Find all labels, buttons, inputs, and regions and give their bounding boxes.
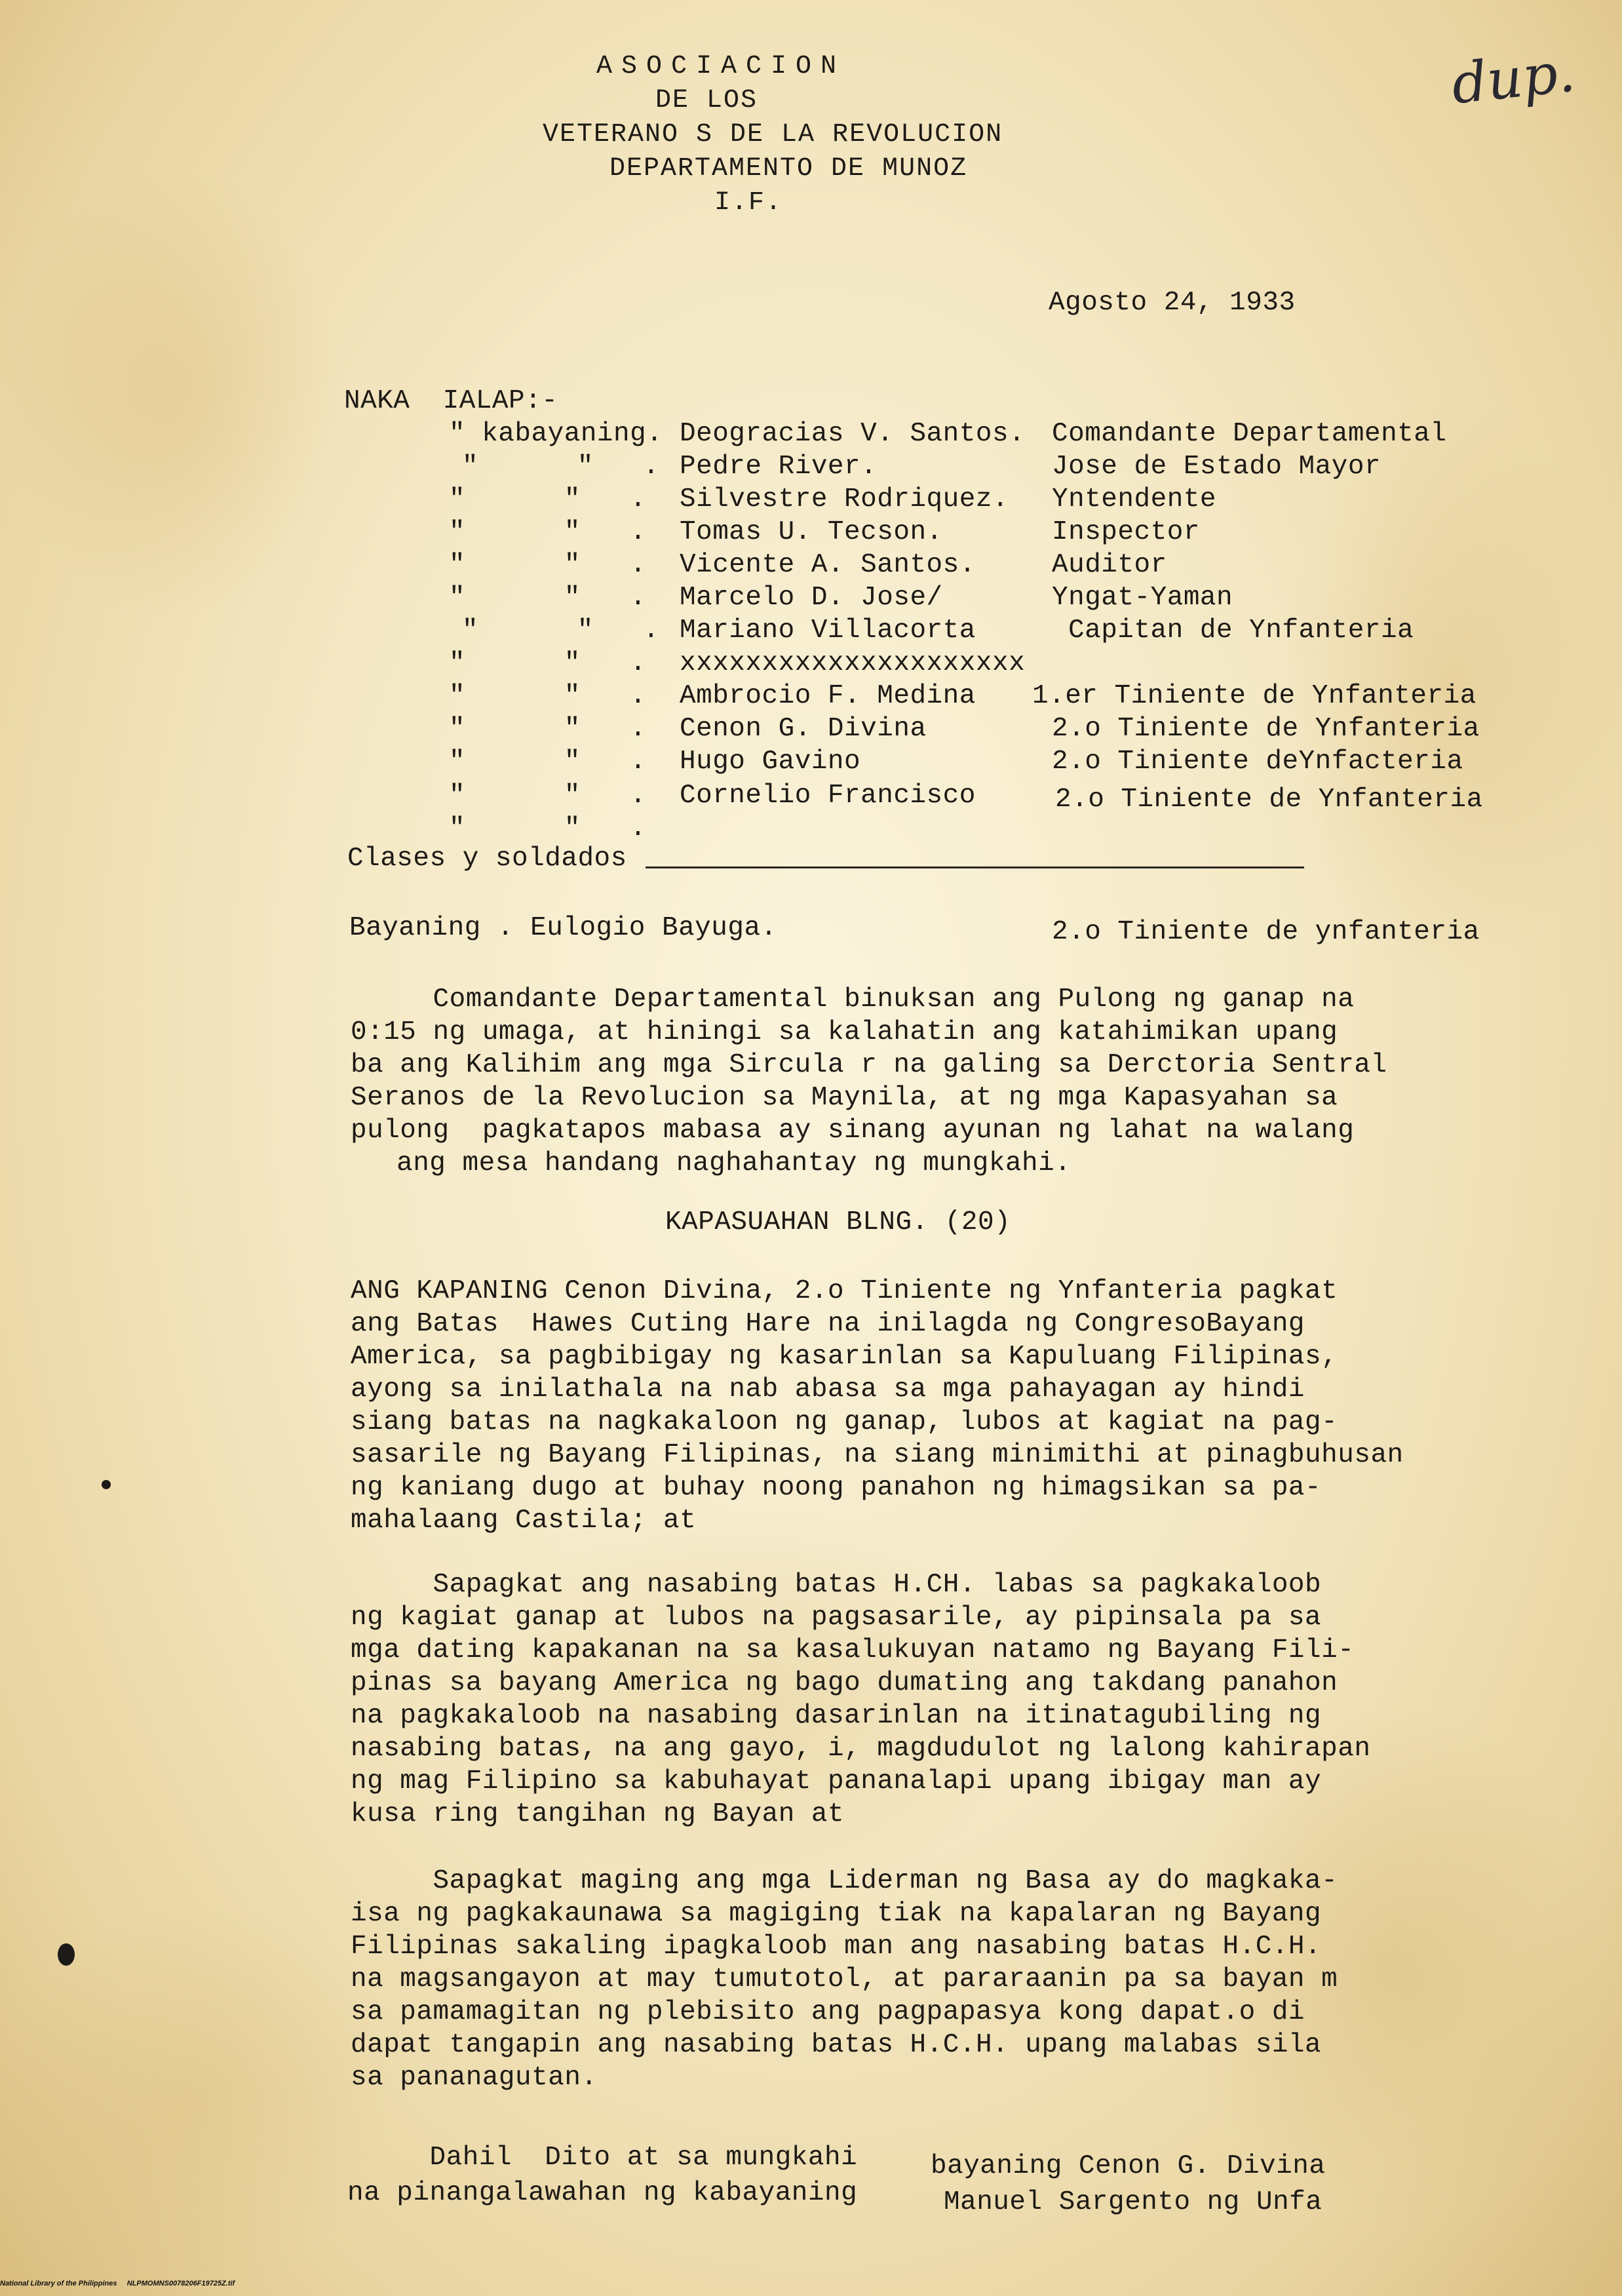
- attendee-name: Cenon G. Divina: [680, 714, 927, 744]
- text-line: ANG KAPANING Cenon Divina, 2.o Tiniente ng Ynfanteria pagkat: [351, 1276, 1338, 1306]
- attendee-name: Hugo Gavino: [680, 747, 861, 777]
- attendee-name: Mariano Villacorta: [680, 615, 976, 646]
- header-line: DE LOS: [655, 86, 758, 115]
- attendee-name: Marcelo D. Jose/: [680, 583, 943, 613]
- text-line: pinas sa bayang America ng bago dumating ang takdang panahon: [351, 1668, 1338, 1698]
- attendees-heading: NAKA IALAP:-: [344, 386, 558, 416]
- attendee-name: Cornelio Francisco: [680, 781, 976, 811]
- text-line: na magsangayon at may tumutotol, at pararaanin pa sa bayan m: [351, 1964, 1338, 1994]
- text-line: 0:15 ng umaga, at hiningi sa kalahatin ang katahimikan upang: [351, 1017, 1338, 1047]
- attendee-name: Vicente A. Santos.: [680, 550, 976, 580]
- text-line: sa pananagutan.: [351, 2063, 598, 2093]
- text-line: siang batas na nagkakaloon ng ganap, lubos at kagiat na pag-: [351, 1407, 1338, 1437]
- text-line: ba ang Kalihim ang mga Sircula r na galing sa Derctoria Sentral: [351, 1050, 1387, 1080]
- attendee-prefix: " " .: [462, 615, 660, 646]
- text-line: ang mesa handang naghahantay ng mungkahi.: [380, 1148, 1072, 1178]
- text-line: America, sa pagbibigay ng kasarinlan sa Kapuluang Filipinas,: [351, 1342, 1338, 1372]
- attendee-prefix: " " .: [449, 517, 647, 547]
- attendee-title: 2.o Tiniente de Ynfanteria: [1055, 785, 1483, 815]
- struck-out-entry: xxxxxxxxxxxxxxxxxxxxx: [680, 648, 1026, 678]
- text-line: ng mag Filipino sa kabuhayat pananalapi upang ibigay man ay: [351, 1766, 1322, 1797]
- attendee-title: Comandante Departamental: [1052, 419, 1447, 449]
- text-line: dapat tangapin ang nasabing batas H.C.H. upang malabas sila: [351, 2030, 1322, 2060]
- text-line: sasarile ng Bayang Filipinas, na siang minimithi at pinagbuhusan: [351, 1440, 1404, 1470]
- bayaning-title: 2.o Tiniente de ynfanteria: [1052, 917, 1480, 947]
- attendee-title: Inspector: [1052, 517, 1200, 547]
- header-line: VETERANO S DE LA REVOLUCION: [543, 120, 1003, 149]
- text-line: Sapagkat maging ang mga Liderman ng Basa ay do magkaka-: [351, 1866, 1338, 1896]
- text-line: ng kagiat ganap at lubos na pagsasarile, ay pipinsala pa sa: [351, 1603, 1322, 1633]
- text-line: Filipinas sakaling ipagkaloob man ang nasabing batas H.C.H.: [351, 1932, 1322, 1962]
- attendee-prefix: " " .: [462, 452, 660, 482]
- dashed-rule: [646, 866, 1304, 868]
- bayaning-entry: Bayaning . Eulogio Bayuga.: [349, 913, 777, 943]
- text-line: pulong pagkatapos mabasa ay sinang ayunan ng lahat na walang: [351, 1116, 1355, 1146]
- attendee-prefix: " " .: [449, 583, 647, 613]
- attendee-title: Jose de Estado Mayor: [1052, 452, 1381, 482]
- stain: [0, 164, 341, 623]
- text-line: ng kaniang dugo at buhay noong panahon ng himagsikan sa pa-: [351, 1473, 1322, 1503]
- attendee-title: Auditor: [1052, 550, 1167, 580]
- ink-spot: [58, 1943, 75, 1966]
- archive-footer: National Library of the Philippines NLPMOMNS0078206F19725Z.tif: [0, 2280, 235, 2287]
- attendee-prefix: " " .: [449, 747, 647, 777]
- header-title: ASOCIACION: [596, 52, 846, 81]
- attendee-prefix: " " .: [449, 681, 647, 711]
- attendee-name: Deogracias V. Santos.: [680, 419, 1026, 449]
- closing-text: Dahil Dito at sa mungkahi: [347, 2143, 858, 2173]
- attendee-prefix: " " .: [449, 813, 647, 844]
- text-line: isa ng pagkakaunawa sa magiging tiak na kapalaran ng Bayang: [351, 1899, 1322, 1929]
- text-line: na pagkakaloob na nasabing dasarinlan na itinatagubiling ng: [351, 1701, 1322, 1731]
- attendee-title: 2.o Tiniente deYnfacteria: [1052, 747, 1463, 777]
- attendee-title: Yngat-Yaman: [1052, 583, 1233, 613]
- attendee-title: 1.er Tiniente de Ynfanteria: [1032, 681, 1477, 711]
- text-line: ayong sa inilathala na nab abasa sa mga pahayagan ay hindi: [351, 1374, 1305, 1405]
- attendee-title: 2.o Tiniente de Ynfanteria: [1052, 714, 1480, 744]
- text-line: sa pamamagitan ng plebisito ang pagpapasya kong dapat.o di: [351, 1997, 1305, 2027]
- attendee-title: Yntendente: [1052, 484, 1217, 515]
- attendee-name: Pedre River.: [680, 452, 878, 482]
- attendee-prefix: " " .: [449, 781, 647, 811]
- text-line: Comandante Departamental binuksan ang Pulong ng ganap na: [351, 984, 1355, 1015]
- text-line: kusa ring tangihan ng Bayan at: [351, 1799, 845, 1829]
- attendee-name: Ambrocio F. Medina: [680, 681, 976, 711]
- closing-text: Manuel Sargento ng Unfa: [944, 2187, 1323, 2217]
- attendee-prefix: " " .: [449, 648, 647, 678]
- resolution-title: KAPASUAHAN BLNG. (20): [665, 1207, 1011, 1237]
- attendee-prefix: " " .: [449, 714, 647, 744]
- attendee-title: Capitan de Ynfanteria: [1068, 615, 1414, 646]
- text-line: mga dating kapakanan na sa kasalukuyan natamo ng Bayang Fili-: [351, 1635, 1355, 1665]
- header-line: DEPARTAMENTO DE MUNOZ: [609, 154, 968, 184]
- attendee-name: Tomas U. Tecson.: [680, 517, 943, 547]
- attendee-prefix: " " .: [449, 484, 647, 515]
- document-date: Agosto 24, 1933: [1049, 288, 1296, 318]
- text-line: ang Batas Hawes Cuting Hare na inilagda ng CongresoBayang: [351, 1309, 1305, 1339]
- clases-label: Clases y soldados: [347, 844, 627, 874]
- handwritten-note: dup.: [1448, 39, 1578, 117]
- closing-text: na pinangalawahan ng kabayaning: [347, 2178, 858, 2208]
- text-line: nasabing batas, na ang gayo, i, magdudulot ng lalong kahirapan: [351, 1734, 1371, 1764]
- closing-text: bayaning Cenon G. Divina: [931, 2151, 1326, 2181]
- header-line: I.F.: [714, 188, 783, 218]
- attendee-name: Silvestre Rodriquez.: [680, 484, 1009, 515]
- text-line: Sapagkat ang nasabing batas H.CH. labas sa pagkakaloob: [351, 1570, 1322, 1600]
- attendee-prefix: " kabayaning.: [449, 419, 663, 449]
- attendee-prefix: " " .: [449, 550, 647, 580]
- text-line: Seranos de la Revolucion sa Maynila, at ng mga Kapasyahan sa: [351, 1083, 1338, 1113]
- ink-spot: [102, 1480, 111, 1489]
- text-line: mahalaang Castila; at: [351, 1506, 697, 1536]
